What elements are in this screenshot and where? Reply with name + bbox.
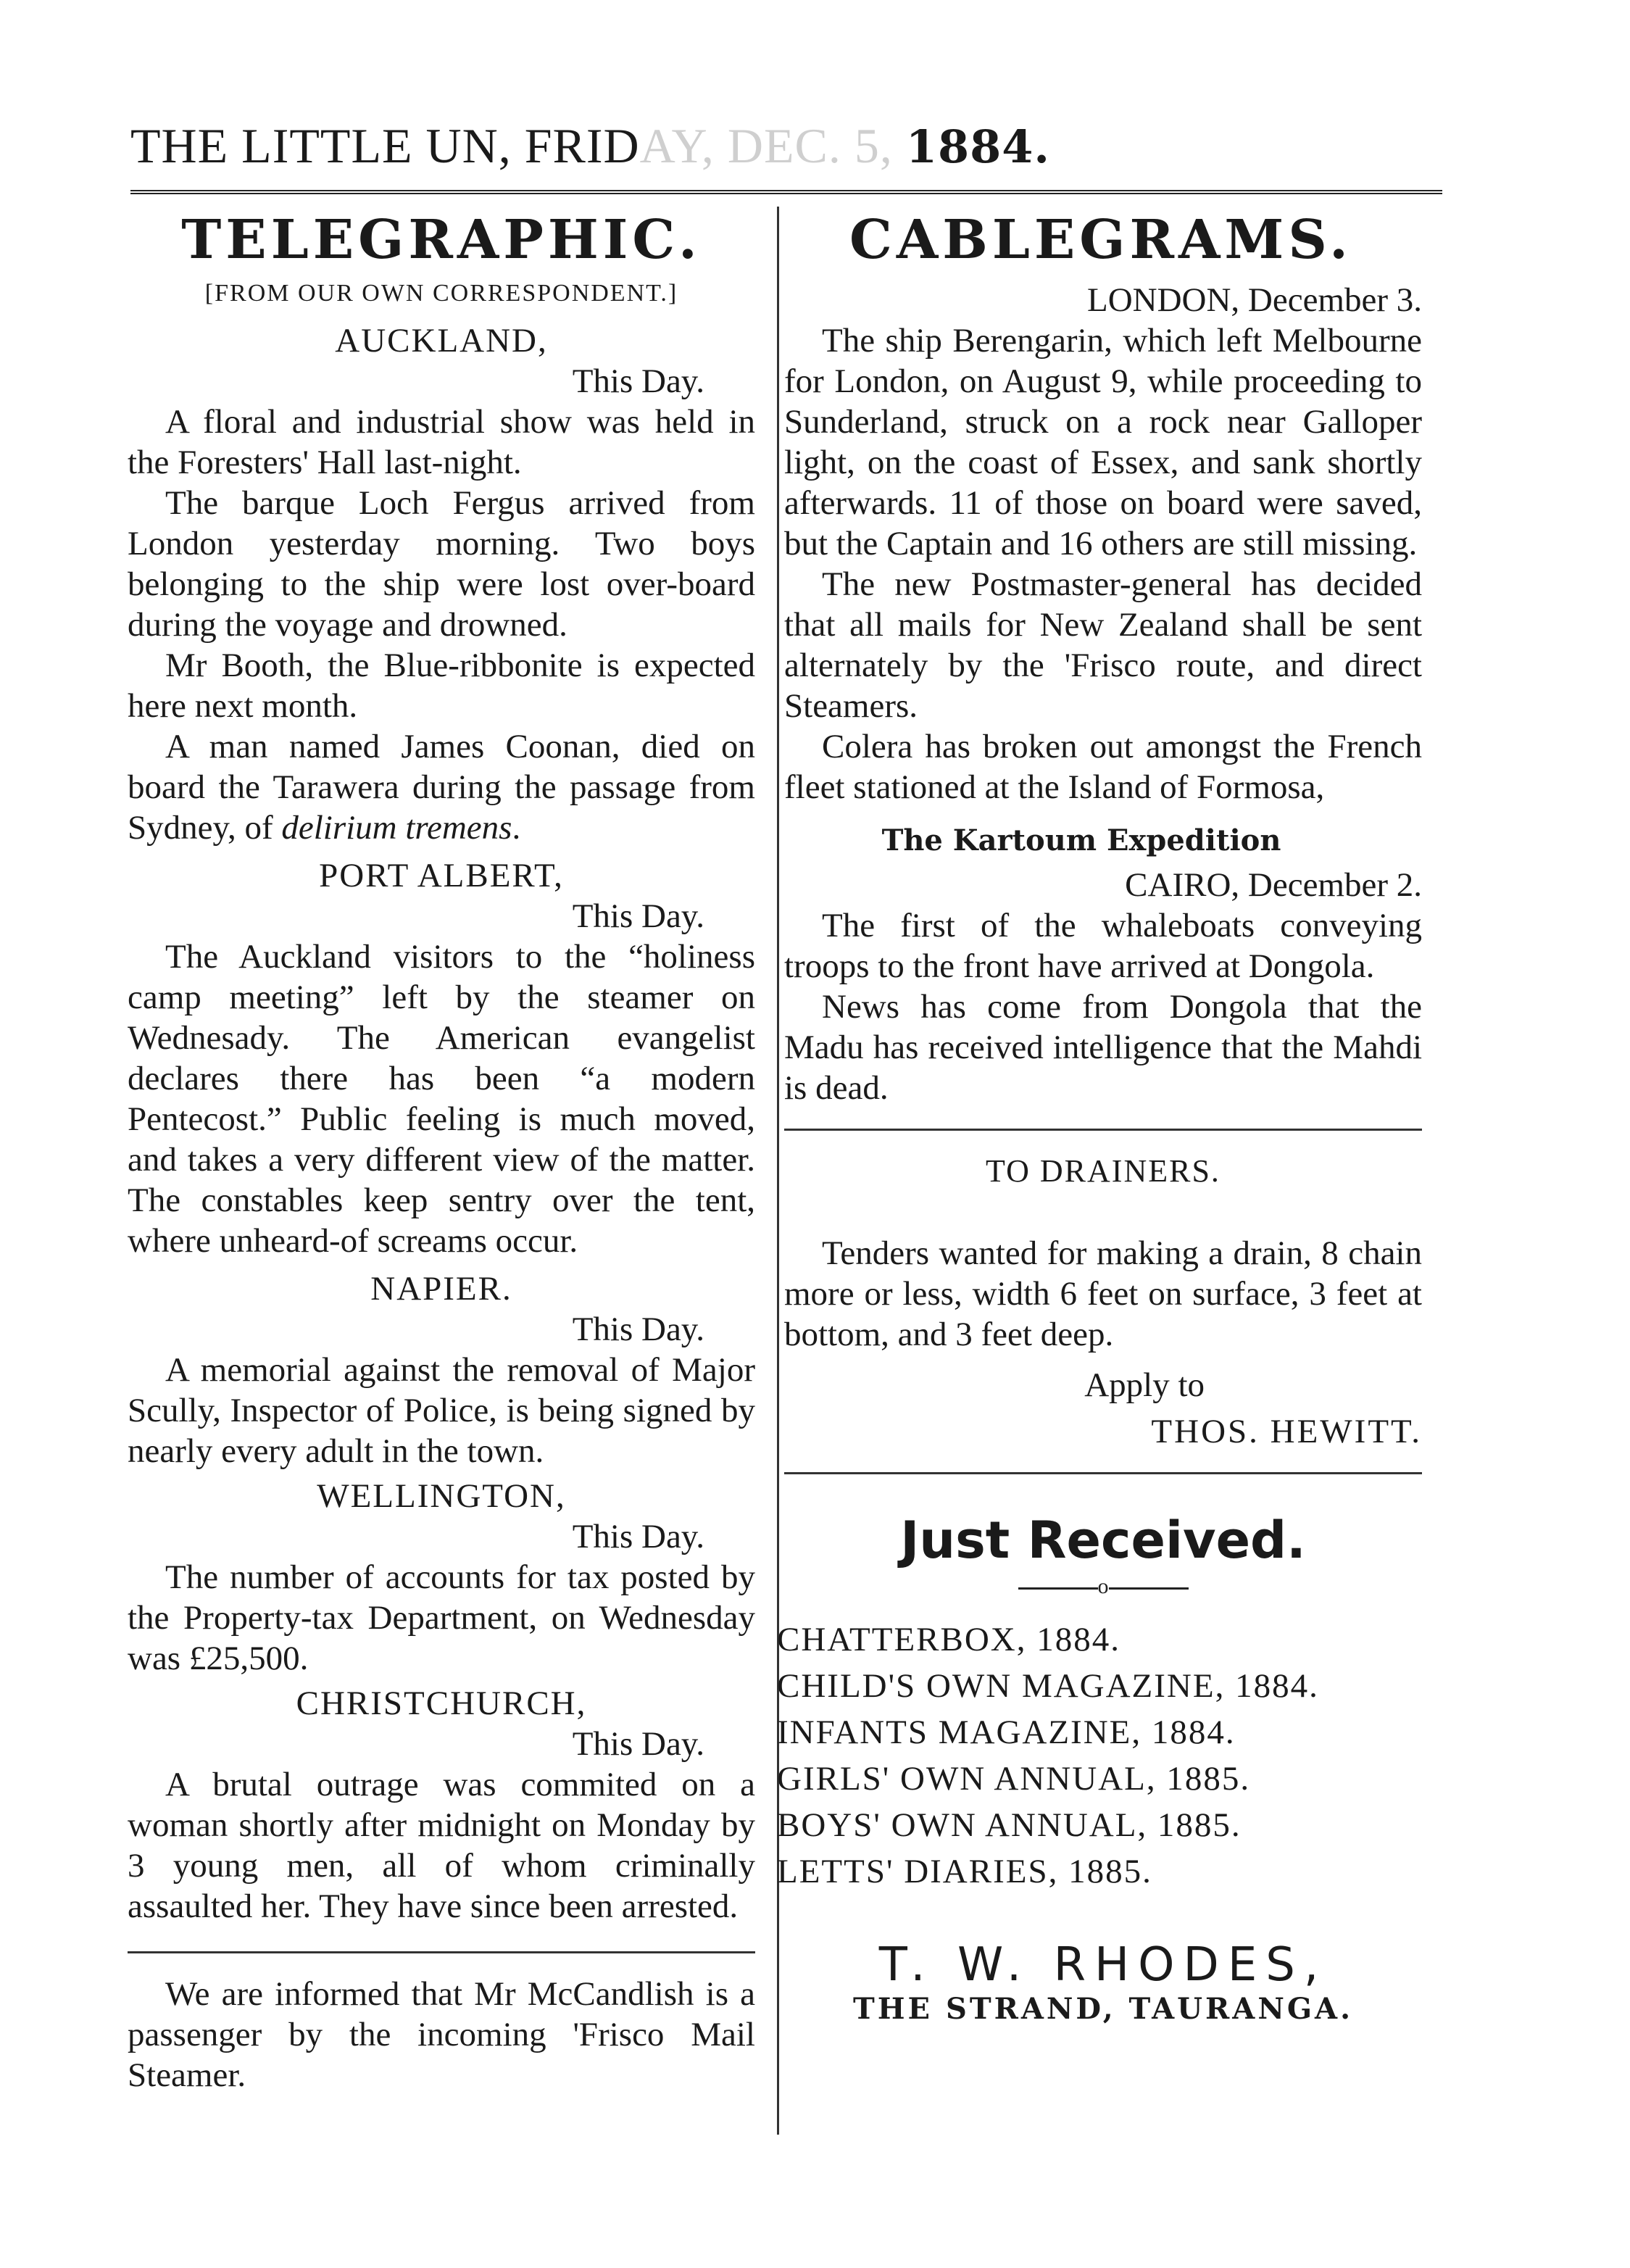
masthead-title: THE LITTLE UN, FRID	[130, 118, 640, 173]
right-column	[777, 203, 1422, 2026]
book-list	[777, 1616, 1422, 1895]
news-paragraph: A floral and industrial show was held in the Foresters' Hall last-night.	[128, 403, 755, 481]
section-rule	[784, 1129, 1422, 1131]
news-paragraph: The Auckland visitors to the “holiness camp meeting” left by the steamer on Wednesady. The American evangelist declares there has been “a modern Pentecost.” Public feeling is much moved, and takes a very different view of the matter. The constables keep sentry over the tent, where unheard-of screams occur.	[128, 938, 755, 1260]
news-paragraph: The barque Loch Fergus arrived from London yesterday morning. Two boys belonging to the ship were lost over-board during the voyage and drowned.	[128, 484, 755, 644]
drainers-body: Tenders wanted for making a drain, 8 chain more or less, width 6 feet on surface, 3 feet at bottom, and 3 feet deep.	[784, 1234, 1422, 1353]
section-place: PORT ALBERT,	[319, 857, 564, 894]
section-rule	[784, 1472, 1422, 1474]
drainers-heading: TO DRAINERS.	[986, 1153, 1221, 1189]
cablegrams-heading: CABLEGRAMS.	[849, 209, 1352, 271]
left-column	[128, 203, 755, 2095]
section-place: NAPIER.	[370, 1270, 512, 1308]
advertiser-name: THOS. HEWITT.	[1151, 1413, 1422, 1450]
list-item: CHATTERBOX, 1884.	[777, 1621, 1120, 1658]
section-dateline: This Day.	[572, 362, 704, 400]
mccandlish-note: We are informed that Mr McCandlish is a passenger by the incoming 'Frisco Mail Steamer.	[128, 1975, 755, 2094]
section-place: WELLINGTON,	[317, 1477, 566, 1515]
list-item: LETTS' DIARIES, 1885.	[777, 1853, 1152, 1890]
seller-address: THE STRAND, TAURANGA.	[852, 1992, 1354, 2026]
expedition-heading: The Kartoum Expedition	[881, 823, 1281, 857]
just-received-heading: Just Received.	[900, 1511, 1306, 1570]
section-dateline: This Day.	[572, 1518, 704, 1555]
masthead-rule	[130, 190, 1442, 194]
section-place: CHRISTCHURCH,	[296, 1685, 587, 1722]
list-item: BOYS' OWN ANNUAL, 1885.	[777, 1806, 1242, 1844]
news-paragraph: News has come from Dongola that the Madu has received intelligence that the Mahdi is dead.	[784, 988, 1422, 1107]
cairo-dateline: CAIRO, December 2.	[1125, 866, 1422, 904]
masthead	[130, 117, 1500, 175]
list-item: GIRLS' OWN ANNUAL, 1885.	[777, 1760, 1251, 1798]
list-item: INFANTS MAGAZINE, 1884.	[777, 1714, 1236, 1751]
ornament-mark: o	[1097, 1574, 1109, 1598]
masthead-faded: AY, DEC. 5,	[639, 118, 893, 173]
masthead-year: 1884.	[905, 120, 1051, 173]
news-paragraph: Colera has broken out amongst the French fleet stationed at the Island of Formosa,	[784, 728, 1422, 806]
section-dateline: This Day.	[572, 1310, 704, 1348]
telegraphic-heading: TELEGRAPHIC.	[181, 209, 702, 271]
news-paragraph: A brutal outrage was commited on a woman shortly after midnight on Monday by 3 young men, all of whom criminally assaulted her. They have since been arrested.	[128, 1766, 755, 1925]
apply-to: Apply to	[1084, 1366, 1205, 1404]
section-dateline: This Day.	[572, 1725, 704, 1763]
news-paragraph: A man named James Coonan, died on board the Tarawera during the passage from Sydney, of delirium tremens.	[128, 728, 755, 847]
list-item: CHILD'S OWN MAGAZINE, 1884.	[777, 1667, 1319, 1705]
news-paragraph: Mr Booth, the Blue-ribbonite is expected here next month.	[128, 647, 755, 725]
correspondent-note: [FROM OUR OWN CORRESPONDENT.]	[204, 280, 678, 307]
ornament-rule	[784, 1574, 1422, 1599]
section-rule	[128, 1951, 755, 1953]
section-dateline: This Day.	[572, 897, 704, 935]
news-paragraph: The ship Berengarin, which left Melbourne for London, on August 9, while proceeding to Sunderland, struck on a rock near Galloper light, on the coast of Essex, and sank shortly afterwards. 11 of those on board were saved, but the Captain and 16 others are still missing.	[784, 322, 1422, 562]
news-paragraph: The new Postmaster-general has decided that all mails for New Zealand shall be sent alternately by the 'Frisco route, and direct Steamers.	[784, 565, 1422, 725]
news-paragraph: A memorial against the removal of Major Scully, Inspector of Police, is being signed by nearly every adult in the town.	[128, 1351, 755, 1470]
london-dateline: LONDON, December 3.	[1086, 281, 1422, 319]
news-paragraph: The number of accounts for tax posted by the Property-tax Department, on Wednesday was £25,500.	[128, 1558, 755, 1677]
seller-name: T. W. RHODES,	[878, 1938, 1328, 1992]
section-place: AUCKLAND,	[335, 322, 548, 360]
news-paragraph: The first of the whaleboats conveying troops to the front have arrived at Dongola.	[784, 907, 1422, 985]
